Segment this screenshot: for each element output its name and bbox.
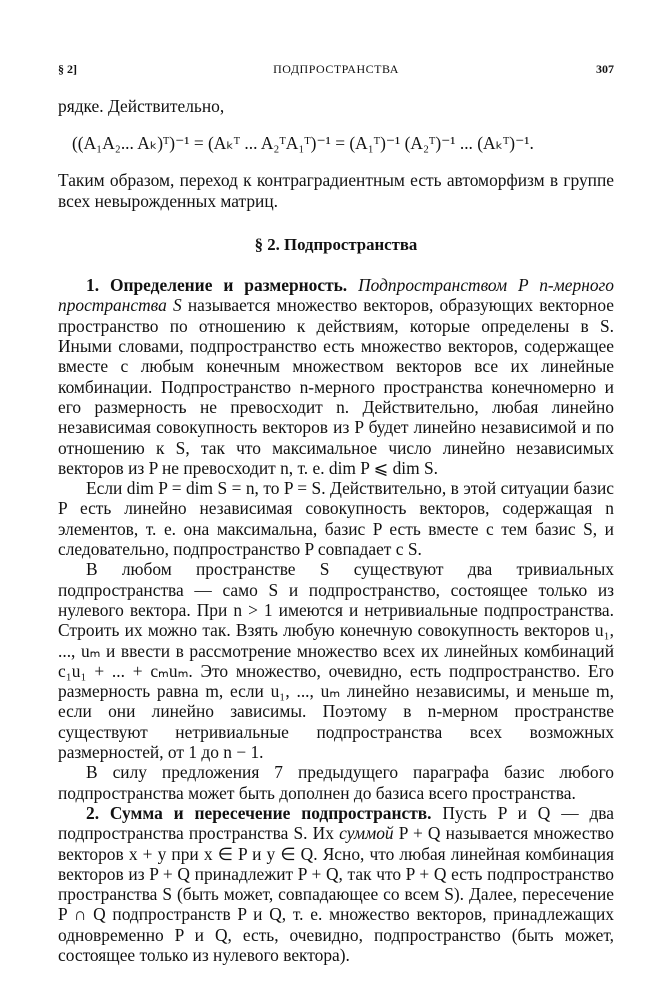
- subsection-title-2: 2. Сумма и пересечение подпространств.: [86, 802, 432, 823]
- conclusion-paragraph: Таким образом, переход к контраградиентным есть автоморфизм в группе всех невырожденных матриц.: [58, 170, 614, 211]
- running-header: [58, 62, 614, 82]
- paragraph-definition: [58, 275, 614, 478]
- sum-term: суммой: [339, 823, 394, 844]
- sum-intro-text: Пусть P и Q — два подпространства пространства S. Их: [58, 802, 615, 844]
- intro-line: рядке. Действительно,: [58, 96, 225, 116]
- running-title: ПОДПРОСТРАНСТВА: [273, 62, 399, 76]
- paragraph-basis-extension: В силу предложения 7 предыдущего параграфа базис любого подпространства может быть дополнен до базиса всего пространства.: [58, 762, 614, 803]
- section-heading: § 2. Подпространства: [254, 234, 418, 254]
- paragraph-equal-dimension: Если dim P = dim S = n, то P = S. Действительно, в этой ситуации базис P есть линейно независимая совокупность векторов, содержащая n элементов, т. е. она максимальна, базис P есть вместе с тем базис S, и следовательно, подпространство P совпадает с S.: [58, 478, 614, 560]
- paragraph-definition-text: называется множество векторов, образующих векторное пространство по отношению к действиям, которые определены в S. Иными словами, подпространство есть множество векторов, содержащее вместе с любым конечным множеством векторов все их линейные комбинации. Подпространство n-мерного пространства конечномерно и его размерность не превосходит n. Действительно, любая линейно независимая совокупность векторов из P будет линейно независимой и по отношению к S, так что максимальное число линейно независимых векторов из P не превосходит n, т. е. dim P ⩽ dim S.: [58, 295, 614, 478]
- subsection-title-1: 1. Определение и размерность.: [86, 275, 348, 296]
- page-number: 307: [596, 62, 614, 76]
- paragraph-sum-intersection: [58, 803, 614, 965]
- paragraph-trivial-subspaces: В любом пространстве S существуют два тривиальных подпространства — само S и подпространство, состоящее только из нулевого вектора. При n > 1 имеются и нетривиальные подпространства. Строить их можно так. Взять любую конечную совокупность векторов u₁, ..., uₘ и ввести в рассмотрение множество всех их линейных комбинаций c₁u₁ + ... + cₘuₘ. Это множество, очевидно, есть подпространство. Его размерность равна m, если u₁, ..., uₘ линейно независимы, и меньше m, если они линейно зависимы. Поэтому в n-мерном пространстве существуют нетривиальные подпространства всех возможных размерностей, от 1 до n − 1.: [58, 559, 614, 763]
- definition-term: Подпространством P n-мерного пространства S: [58, 275, 614, 316]
- sum-definition-text: P + Q называется множество векторов x + y при x ∈ P и y ∈ Q. Ясно, что любая линейная комбинация векторов из P + Q принадлежит P + Q, так что P + Q есть подпространство пространства S (быть может, совпадающее со всем S). Далее, пересечение P ∩ Q подпространств P и Q, т. е. множество векторов, принадлежащих одновременно P и Q, есть, очевидно, подпространство (быть может, состоящее только из нулевого вектора).: [58, 823, 614, 965]
- section-mark: § 2]: [58, 62, 77, 76]
- formula: ((A₁A₂... Aₖ)ᵀ)⁻¹ = (Aₖᵀ ... A₂ᵀA₁ᵀ)⁻¹ = (A₁ᵀ)⁻¹ (A₂ᵀ)⁻¹ ... (Aₖᵀ)⁻¹.: [72, 133, 534, 154]
- page-body: [58, 96, 614, 965]
